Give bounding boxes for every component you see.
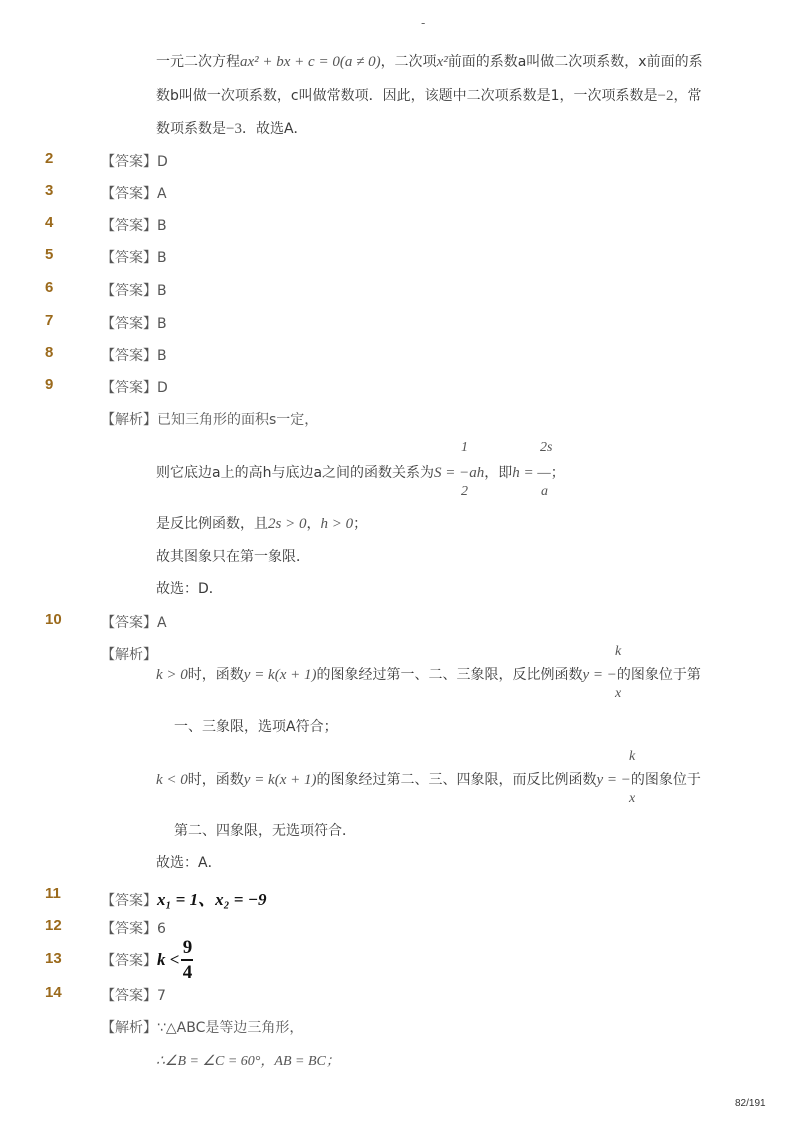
analysis-line: 一、三象限，选项A符合； bbox=[174, 719, 338, 735]
constant-term: −3 bbox=[226, 121, 242, 137]
answer-value: B bbox=[157, 348, 167, 364]
fraction-numerator: 1 bbox=[461, 440, 468, 455]
intro-text: 数b叫做一次项系数，c叫做常数项．因此，该题中二次项系数是1，一次项系数是 bbox=[156, 88, 658, 104]
intro-text: ，常 bbox=[673, 88, 702, 104]
page-number: 82/191 bbox=[735, 1098, 766, 1109]
intro-line-3 bbox=[156, 119, 308, 139]
question-number: 8 bbox=[45, 344, 54, 361]
fraction-bar bbox=[181, 959, 193, 961]
linear-function: y = k(x + 1) bbox=[243, 667, 317, 683]
answer-value: k < bbox=[157, 950, 180, 969]
intro-line-1 bbox=[156, 52, 703, 72]
analysis-label: 【解析】 bbox=[101, 647, 157, 663]
area-formula: S = −ah bbox=[434, 465, 485, 481]
intro-text: ，二次项 bbox=[380, 54, 437, 70]
question-number: 10 bbox=[45, 611, 62, 628]
answer-label: 【答案】 bbox=[101, 893, 157, 909]
analysis-text: 时，函数 bbox=[187, 667, 244, 683]
answer-row bbox=[101, 247, 167, 267]
question-number: 3 bbox=[45, 182, 54, 199]
answer-label: 【答案】 bbox=[101, 283, 157, 299]
analysis-line bbox=[156, 665, 701, 685]
question-number: 5 bbox=[45, 246, 54, 263]
inequality: 2s > 0 bbox=[268, 516, 307, 532]
answer-value: 7 bbox=[157, 988, 166, 1004]
analysis-row bbox=[101, 409, 318, 429]
answer-label: 【答案】 bbox=[101, 316, 157, 332]
answer-row bbox=[101, 885, 267, 910]
answer-row bbox=[101, 215, 167, 235]
answer-label: 【答案】 bbox=[101, 348, 157, 364]
question-number: 9 bbox=[45, 376, 54, 393]
analysis-line bbox=[156, 770, 701, 790]
inequality: h > 0 bbox=[320, 516, 354, 532]
analysis-row bbox=[101, 1017, 303, 1037]
answer-label: 【答案】 bbox=[101, 154, 157, 170]
fraction-numerator: k bbox=[629, 749, 636, 764]
question-number: 14 bbox=[45, 984, 62, 1001]
analysis-text: ； bbox=[550, 465, 565, 481]
fraction-denominator: x bbox=[629, 791, 636, 806]
analysis-text: 时，函数 bbox=[187, 772, 244, 788]
answer-value: D bbox=[157, 154, 168, 170]
answer-value: B bbox=[157, 283, 167, 299]
answer-value: A bbox=[157, 186, 167, 202]
analysis-label: 【解析】 bbox=[101, 1020, 157, 1036]
answer-row bbox=[101, 280, 167, 300]
analysis-line: 第二、四象限，无选项符合． bbox=[174, 823, 356, 839]
answer-fraction bbox=[181, 938, 193, 982]
answer-label: 【答案】 bbox=[101, 988, 157, 1004]
x-squared: x² bbox=[436, 54, 448, 70]
analysis-line: ∴∠B = ∠C = 60°，AB = BC； bbox=[156, 1054, 340, 1069]
analysis-line bbox=[156, 514, 367, 534]
intro-text: 数项系数是 bbox=[156, 121, 226, 137]
answer-row bbox=[101, 985, 166, 1005]
question-number: 4 bbox=[45, 214, 54, 231]
linear-coefficient: −2 bbox=[657, 88, 674, 104]
answer-row bbox=[101, 183, 167, 203]
inverse-function: y = − bbox=[582, 667, 617, 683]
answer-value: x₁ = 1、x₂ = −9 bbox=[157, 890, 267, 909]
answer-label: 【答案】 bbox=[101, 953, 157, 969]
answer-row bbox=[101, 345, 167, 365]
analysis-text: 则它底边a上的高h与底边a之间的函数关系为 bbox=[156, 465, 435, 481]
analysis-text: 的图象经过第二、三、四象限，而反比例函数 bbox=[316, 772, 597, 788]
fraction-denominator: 2 bbox=[461, 484, 468, 499]
answer-label: 【答案】 bbox=[101, 921, 157, 937]
analysis-line: 故选：A． bbox=[156, 855, 222, 871]
question-number: 2 bbox=[45, 150, 54, 167]
answer-value: A bbox=[157, 615, 167, 631]
fraction-denominator: 4 bbox=[182, 962, 193, 983]
answer-value: D bbox=[157, 380, 168, 396]
answer-value: 6 bbox=[157, 921, 166, 937]
height-formula: h = — bbox=[512, 465, 551, 481]
answer-label: 【答案】 bbox=[101, 380, 157, 396]
fraction-denominator: a bbox=[541, 484, 548, 499]
question-number: 11 bbox=[45, 885, 61, 902]
question-number: 6 bbox=[45, 279, 54, 296]
answer-row bbox=[101, 313, 167, 333]
question-number: 12 bbox=[45, 917, 62, 934]
answer-value: B bbox=[157, 250, 167, 266]
analysis-text: ； bbox=[353, 516, 368, 532]
fraction-denominator: x bbox=[615, 686, 622, 701]
header-mark: - bbox=[421, 16, 426, 30]
analysis-text: 的图象经过第一、二、三象限，反比例函数 bbox=[316, 667, 583, 683]
analysis-line: 故其图象只在第一象限． bbox=[156, 549, 310, 565]
intro-text: ．故选A． bbox=[241, 121, 308, 137]
intro-line-2 bbox=[156, 86, 701, 106]
intro-text: 一元二次方程 bbox=[156, 54, 240, 70]
analysis-text: 是反比例函数，且 bbox=[156, 516, 268, 532]
fraction-numerator: 2s bbox=[540, 440, 553, 455]
analysis-text: 的图象位于第 bbox=[616, 667, 701, 683]
analysis-text: ，即 bbox=[484, 465, 513, 481]
linear-function: y = k(x + 1) bbox=[243, 772, 317, 788]
answer-value: B bbox=[157, 316, 167, 332]
analysis-line bbox=[156, 463, 565, 483]
answer-label: 【答案】 bbox=[101, 250, 157, 266]
fraction-numerator: k bbox=[615, 644, 622, 659]
answer-value: B bbox=[157, 218, 167, 234]
analysis-text: 的图象位于 bbox=[630, 772, 701, 788]
answer-row bbox=[101, 612, 167, 632]
fraction-numerator: 9 bbox=[182, 937, 193, 958]
intro-text: 前面的系数a叫做二次项系数，x前面的系 bbox=[447, 54, 703, 70]
analysis-label: 【解析】 bbox=[101, 412, 157, 428]
answer-row bbox=[101, 938, 195, 982]
quadratic-equation: ax² + bx + c = 0(a ≠ 0) bbox=[240, 54, 381, 70]
analysis-text: 已知三角形的面积s一定， bbox=[157, 412, 319, 428]
analysis-line: 故选：D． bbox=[156, 581, 223, 597]
answer-label: 【答案】 bbox=[101, 186, 157, 202]
answer-row bbox=[101, 918, 166, 938]
answer-label: 【答案】 bbox=[101, 615, 157, 631]
condition: k > 0 bbox=[156, 667, 188, 683]
question-number: 7 bbox=[45, 312, 54, 329]
condition: k < 0 bbox=[156, 772, 188, 788]
analysis-text: ， bbox=[306, 516, 321, 532]
answer-row bbox=[101, 151, 168, 171]
analysis-text: ∵△ABC是等边三角形， bbox=[157, 1020, 304, 1036]
inverse-function: y = − bbox=[596, 772, 631, 788]
question-number: 13 bbox=[45, 950, 62, 967]
answer-label: 【答案】 bbox=[101, 218, 157, 234]
answer-row bbox=[101, 377, 168, 397]
